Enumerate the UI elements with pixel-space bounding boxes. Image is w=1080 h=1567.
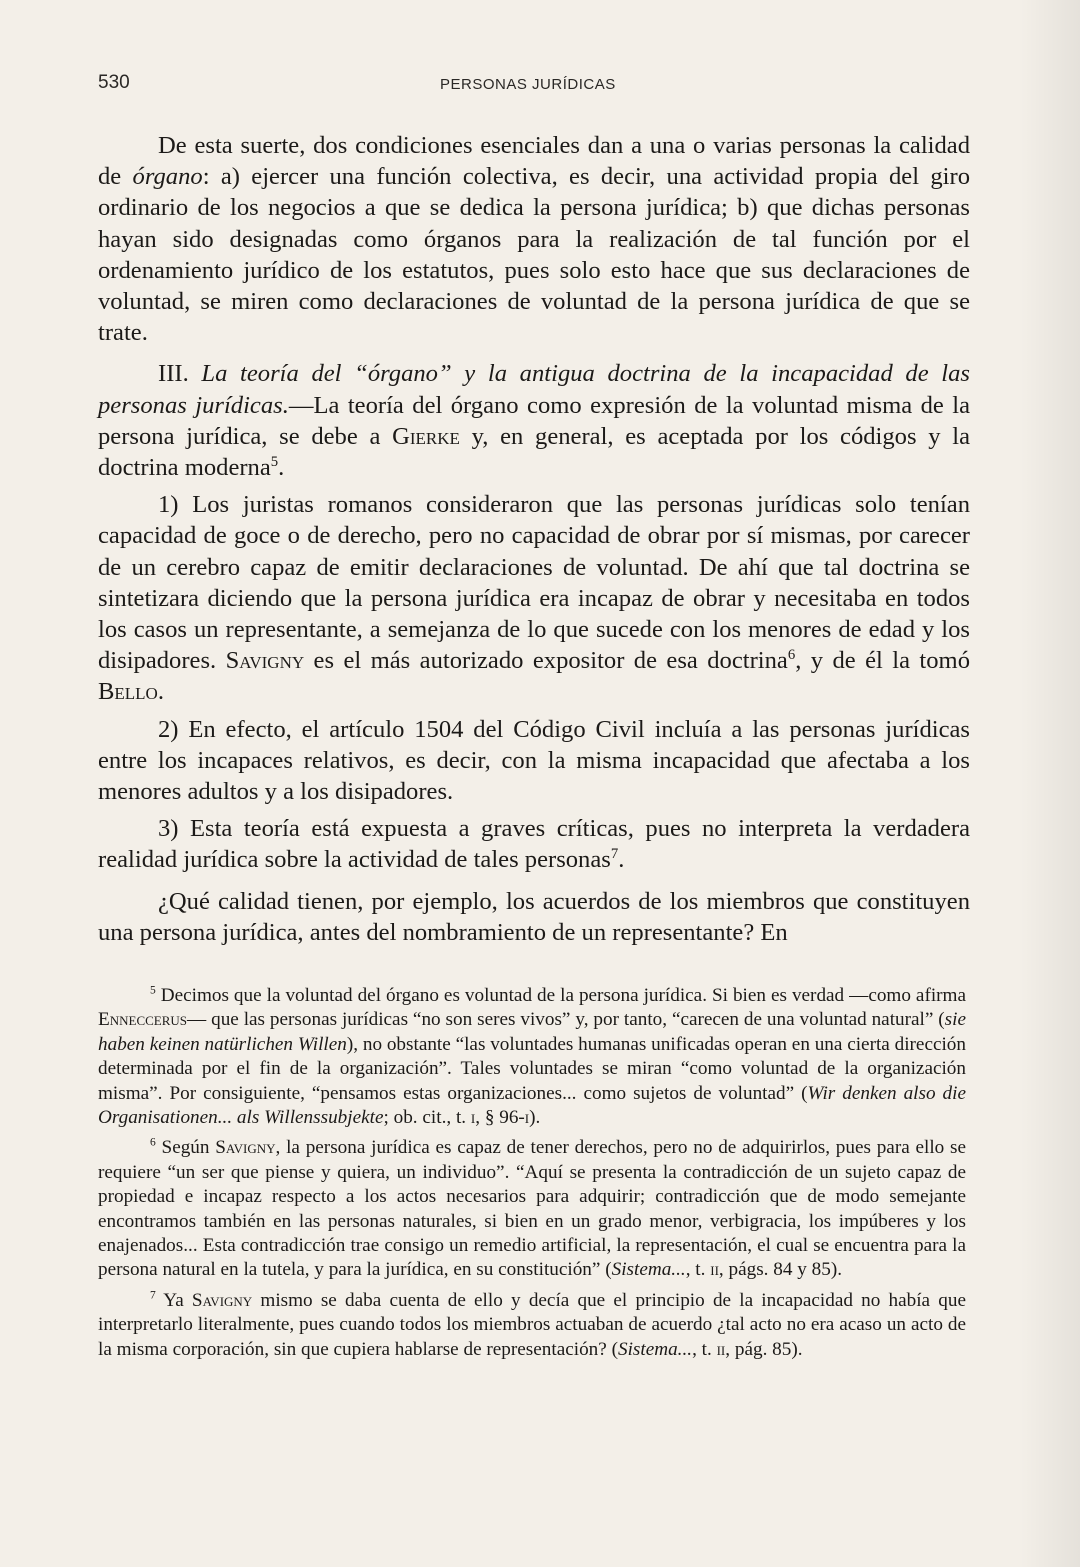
paragraph-question: ¿Qué calidad tienen, por ejemplo, los acuerdos de los miembros que constituyen una persona jurídica, antes del nombramiento de un representante? En [98, 887, 970, 946]
footnote-5: $^5$ Decimos que la voluntad del órgano es voluntad de la persona jurídica. Si bien es verdad —como afirma Enneccerus— que las personas jurídicas “no son seres vivos” y, por tanto, “carecen de una voluntad natural” (sie haben keinen natürlichen Willen), no obstante “las voluntades humanas unificadas operan en una cierta dirección determinada por el fin de la organización”. Tales voluntades se miran “como voluntad de la organización misma”. Por consiguiente, “pensamos estas organizaciones... como sujetos de voluntad” (Wir denken also die Organisationen... als Willenssubjekte; ob. cit., t. i, § 96-i). [98, 984, 966, 1129]
footnote-number: 5 [150, 984, 156, 997]
paragraph-section-iii: III. La teoría del “órgano” y la antigua doctrina de la incapacidad de las personas jurídicas.—La teoría del órgano como expresión de la voluntad misma de la persona jurídica, se debe a Gierke y, en general, es aceptada por los códigos y la doctrina moderna$^5$. [98, 360, 970, 482]
paragraph-point-3: 3) Esta teoría está expuesta a graves críticas, pues no interpreta la verdadera realidad jurídica sobre la actividad de tales personas$^7$. [98, 815, 970, 874]
section-numeral: III. [158, 360, 202, 388]
main-text [98, 130, 970, 948]
paragraph-organo-conditions: De esta suerte, dos condiciones esenciales dan a una o varias personas la calidad de órgano: a) ejercer una función colectiva, es decir, una actividad propia del giro ordinario de los negocios a que se dedica la persona jurídica; b) que dichas personas hayan sido designadas como órganos para la realización de tal función por el ordenamiento jurídico de los estatutos, pues solo esto hace que sus declaraciones de voluntad, se miren como declaraciones de voluntad de la persona jurídica de que se trate. [98, 132, 970, 347]
footnote-ref-7: 7 [610, 846, 619, 863]
paragraph-point-2: 2) En efecto, el artículo 1504 del Código Civil incluía a las personas jurídicas entre los incapaces relativos, es decir, con la misma incapacidad que afectaba a los menores adultos y a los disipadores. [98, 715, 970, 806]
author-savigny: Savigny [191, 1289, 253, 1311]
author-savigny: Savigny [215, 1137, 276, 1159]
footnotes [98, 984, 966, 1362]
author-savigny: Savigny [225, 647, 305, 675]
footnote-ref-6: 6 [787, 647, 796, 664]
page-header [98, 72, 968, 100]
footnote-6: $^6$ Según Savigny, la persona jurídica es capaz de tener derechos, pero no de adquirirlos, pues para ello se requiere “un ser que piense y quiera, un individuo”. “Aquí se presenta la contradicción de un sujeto capaz de propiedad e incapaz respecto a los actos necesarios para adquirir; contradicción que de modo semejante encontramos también en las personas naturales, si bien en un grado menor, verbigracia, los impúberes y los enajenados... Esta contradicción trae consigo un remedio artificial, la representación, el cual se encuentra para la persona natural en la tutela, y para la jurídica, en su constitución” (Sistema..., t. ii, págs. 84 y 85). [98, 1137, 966, 1281]
author-bello: Bello [98, 678, 158, 706]
footnote-number: 7 [150, 1289, 156, 1302]
paragraph-point-1: 1) Los juristas romanos consideraron que las personas jurídicas solo tenían capacidad de goce o de derecho, pero no capacidad de obrar por sí mismas, por carecer de un cerebro capaz de emitir declaraciones de voluntad. De ahí que tal doctrina se sintetizara diciendo que la persona jurídica era incapaz de obrar y necesitaba en todos los casos un representante, a semejanza de lo que sucede con los menores de edad y los disipadores. Savigny es el más autorizado expositor de esa doctrina$^6$, y de él la tomó Bello. [98, 491, 970, 706]
page-edge-shadow [1020, 0, 1080, 1567]
footnote-number: 6 [150, 1137, 156, 1150]
section-heading: La teoría del “órgano” y la antigua doctrina de la incapacidad de las personas jurídicas. [98, 360, 970, 419]
author-gierke: Gierke [392, 422, 460, 450]
running-head: PERSONAS JURÍDICAS [440, 76, 616, 93]
footnote-ref-5: 5 [270, 453, 279, 470]
page-number: 530 [98, 72, 130, 93]
footnote-7: $^7$ Ya Savigny mismo se daba cuenta de ello y decía que el principio de la incapacidad no había que interpretarlo literalmente, pues cuando todos los miembros actuaban de acuerdo ¿tal acto no era acaso un acto de la misma corporación, sin que cupiera hablarse de representación? (Sistema..., t. ii, pág. 85). [98, 1289, 966, 1360]
author-enneccerus: Enneccerus [98, 1009, 188, 1031]
